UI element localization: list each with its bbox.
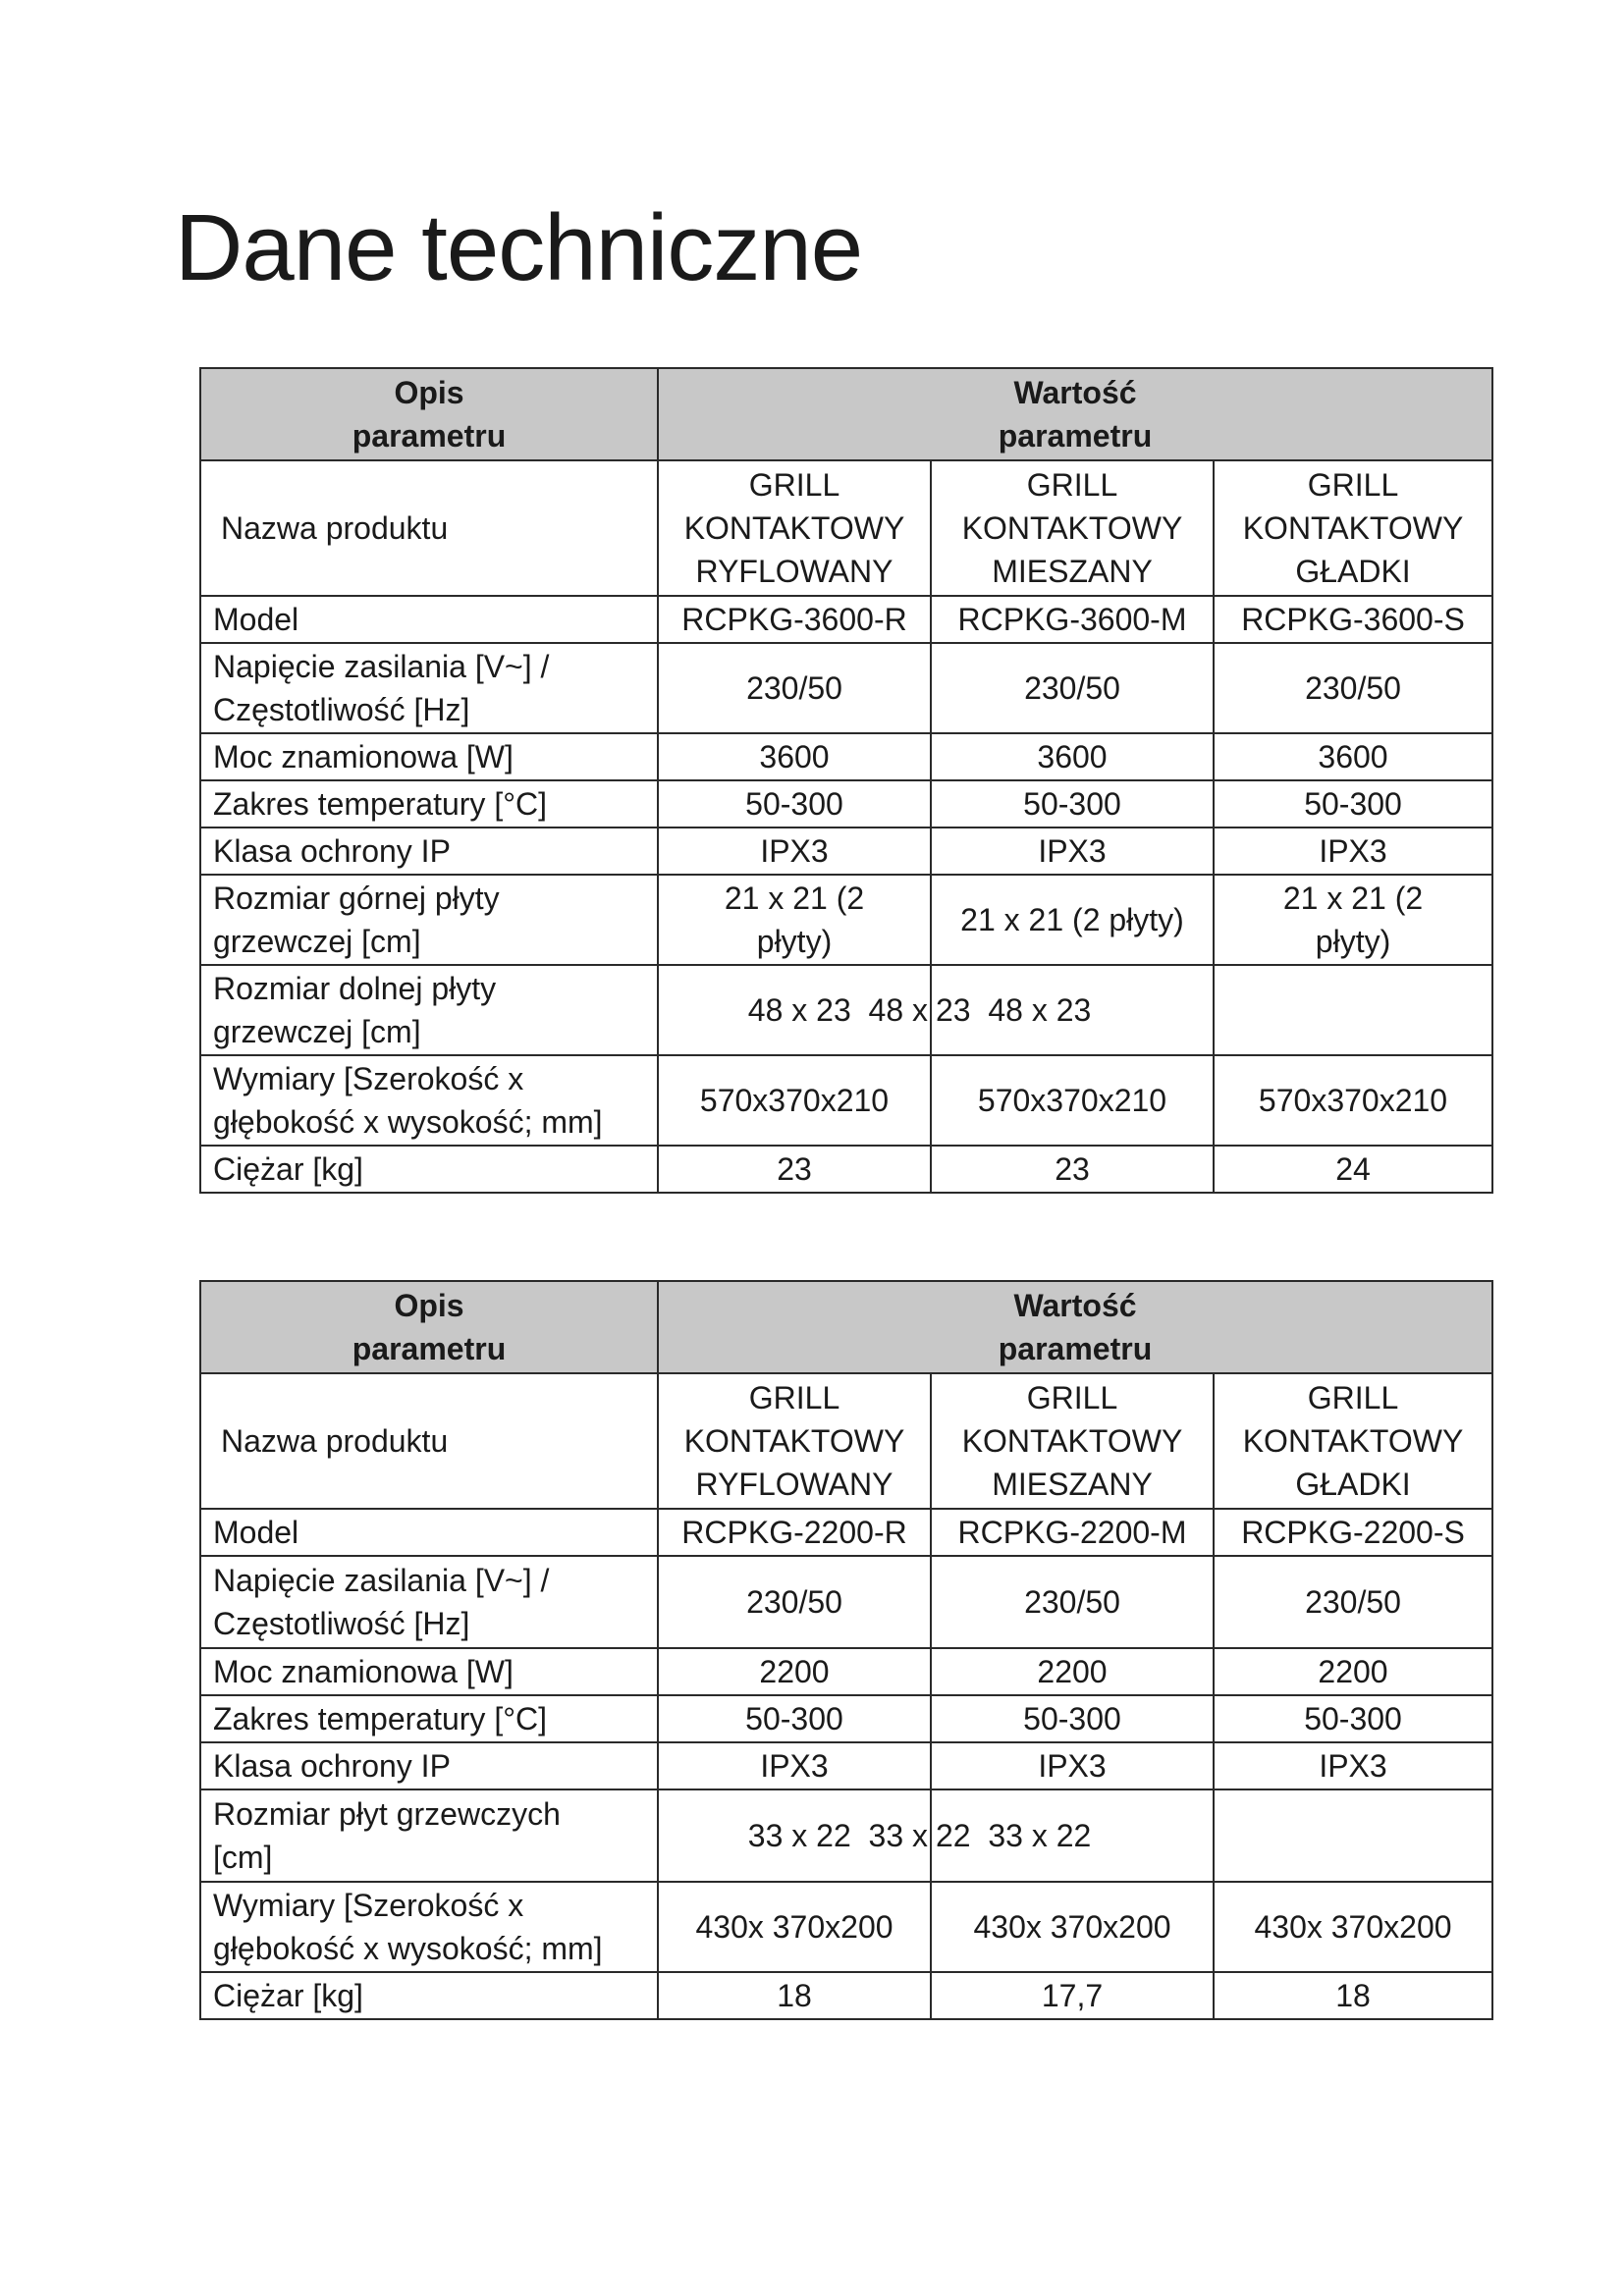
value-cell: 230/50 [931, 1556, 1214, 1648]
product-name-line: GRILL [1307, 1380, 1399, 1415]
value-cell: IPX3 [1214, 1742, 1492, 1789]
value-cell: 430x 370x200 [658, 1882, 931, 1972]
value-cell: 230/50 [658, 1556, 931, 1648]
product-name-line: GRILL [748, 467, 840, 503]
table-row-voltage [200, 1556, 1492, 1648]
value-line: 21 x 21 (2 [724, 881, 865, 916]
value-cell: 3600 [1214, 733, 1492, 780]
value-cell [931, 965, 1214, 1055]
param-label [200, 1055, 658, 1146]
value-line: 21 x 21 (2 [1282, 881, 1424, 916]
header-param-line1: Opis [394, 1288, 464, 1323]
value-cell: 230/50 [1214, 1556, 1492, 1648]
table-row-temperature [200, 1695, 1492, 1742]
product-name-line: GRILL [1307, 467, 1399, 503]
table-row-weight [200, 1972, 1492, 2019]
spec-table-2200 [199, 1280, 1493, 2020]
param-label [200, 1882, 658, 1972]
product-name-label: Nazwa produktu [200, 460, 658, 596]
table-header-row [200, 1281, 1492, 1373]
value-cell: 230/50 [1214, 643, 1492, 733]
value-cell: RCPKG-3600-S [1214, 596, 1492, 643]
table-header-row [200, 368, 1492, 460]
value-cell [931, 1789, 1214, 1882]
param-label-line: głębokość x wysokość; mm] [213, 1931, 603, 1966]
product-name-line: KONTAKTOWY [961, 1423, 1183, 1459]
value-cell [1214, 875, 1492, 965]
value-cell: 2200 [658, 1648, 931, 1695]
product-name-line: KONTAKTOWY [683, 1423, 905, 1459]
value-cell [658, 1789, 931, 1882]
param-label [200, 1789, 658, 1882]
value-cell: 230/50 [931, 643, 1214, 733]
value-cell: 430x 370x200 [931, 1882, 1214, 1972]
param-label-line: Wymiary [Szerokość x [213, 1061, 524, 1096]
table-row-temperature [200, 780, 1492, 828]
page-title: Dane techniczne [175, 195, 863, 300]
value-cell: 570x370x210 [658, 1055, 931, 1146]
value-cell: 24 [1214, 1146, 1492, 1193]
product-name-cell [658, 1373, 931, 1509]
table-row-product-name [200, 1373, 1492, 1509]
product-name-line: MIESZANY [992, 1467, 1153, 1502]
header-param [200, 1281, 658, 1373]
table-row-dimensions [200, 1055, 1492, 1146]
table-row-top-plate [200, 875, 1492, 965]
value-cell: 21 x 21 (2 płyty) [931, 875, 1214, 965]
product-name-line: GRILL [1026, 1380, 1118, 1415]
value-cell: 23 [931, 1146, 1214, 1193]
table-row-plates [200, 1789, 1492, 1882]
param-label: Zakres temperatury [°C] [200, 1695, 658, 1742]
param-label-line: Rozmiar górnej płyty [213, 881, 500, 916]
table-row-power [200, 733, 1492, 780]
product-name-cell [931, 460, 1214, 596]
param-label-line: głębokość x wysokość; mm] [213, 1104, 603, 1140]
product-name-line: KONTAKTOWY [1242, 1423, 1464, 1459]
param-label-line: grzewczej [cm] [213, 924, 421, 959]
param-label: Ciężar [kg] [200, 1972, 658, 2019]
value-cell: 18 [1214, 1972, 1492, 2019]
param-label-line: Częstotliwość [Hz] [213, 1606, 470, 1641]
table-row-power [200, 1648, 1492, 1695]
value-cell: 18 [658, 1972, 931, 2019]
value-cell: 17,7 [931, 1972, 1214, 2019]
value-line: płyty) [1315, 924, 1391, 959]
header-param [200, 368, 658, 460]
header-value-line2: parametru [998, 1331, 1153, 1366]
header-value [658, 368, 1492, 460]
value-cell: 50-300 [931, 780, 1214, 828]
header-value-line1: Wartość [1013, 1288, 1137, 1323]
param-label [200, 965, 658, 1055]
param-label-line: Częstotliwość [Hz] [213, 692, 470, 727]
product-name-label: Nazwa produktu [200, 1373, 658, 1509]
value-cell: 570x370x210 [1214, 1055, 1492, 1146]
param-label-line: Rozmiar płyt grzewczych [213, 1796, 561, 1832]
value-cell [1214, 965, 1492, 1055]
value-cell: 230/50 [658, 643, 931, 733]
value-cell: RCPKG-2200-M [931, 1509, 1214, 1556]
value-cell [658, 965, 931, 1055]
param-label-line: Napięcie zasilania [V~] / [213, 1563, 550, 1598]
value-cell: 3600 [658, 733, 931, 780]
product-name-line: RYFLOWANY [695, 554, 893, 589]
spec-table-3600 [199, 367, 1493, 1194]
header-value-line2: parametru [998, 418, 1153, 454]
product-name-line: GRILL [748, 1380, 840, 1415]
param-label-line: Napięcie zasilania [V~] / [213, 649, 550, 684]
value-cell: 50-300 [1214, 1695, 1492, 1742]
table-row-model [200, 596, 1492, 643]
table-row-bottom-plate [200, 965, 1492, 1055]
value-cell [658, 875, 931, 965]
header-value [658, 1281, 1492, 1373]
value-text: 48 x 23 48 x [747, 992, 928, 1028]
table-row-ip [200, 828, 1492, 875]
value-cell: RCPKG-2200-S [1214, 1509, 1492, 1556]
header-param-line2: parametru [352, 1331, 507, 1366]
param-label: Zakres temperatury [°C] [200, 780, 658, 828]
product-name-line: GŁADKI [1295, 554, 1411, 589]
param-label-line: grzewczej [cm] [213, 1014, 421, 1049]
product-name-line: KONTAKTOWY [683, 510, 905, 546]
value-cell: RCPKG-2200-R [658, 1509, 931, 1556]
param-label: Ciężar [kg] [200, 1146, 658, 1193]
value-cell [1214, 1789, 1492, 1882]
value-cell: 50-300 [658, 780, 931, 828]
value-line: płyty) [756, 924, 833, 959]
value-cell: RCPKG-3600-R [658, 596, 931, 643]
value-cell: 430x 370x200 [1214, 1882, 1492, 1972]
param-label [200, 1556, 658, 1648]
value-cell: IPX3 [658, 1742, 931, 1789]
table-row-ip [200, 1742, 1492, 1789]
value-cell: 50-300 [1214, 780, 1492, 828]
param-label-line: Wymiary [Szerokość x [213, 1888, 524, 1923]
product-name-line: RYFLOWANY [695, 1467, 893, 1502]
param-label-line: [cm] [213, 1840, 273, 1875]
value-cell: IPX3 [658, 828, 931, 875]
param-label: Moc znamionowa [W] [200, 733, 658, 780]
product-name-line: KONTAKTOWY [961, 510, 1183, 546]
product-name-cell [1214, 460, 1492, 596]
value-text: 33 x 22 33 x [747, 1818, 928, 1853]
value-cell: 50-300 [931, 1695, 1214, 1742]
param-label: Klasa ochrony IP [200, 828, 658, 875]
value-cell: RCPKG-3600-M [931, 596, 1214, 643]
value-cell: IPX3 [931, 1742, 1214, 1789]
header-value-line1: Wartość [1013, 375, 1137, 410]
product-name-line: MIESZANY [992, 554, 1153, 589]
table-row-voltage [200, 643, 1492, 733]
param-label: Moc znamionowa [W] [200, 1648, 658, 1695]
param-label: Model [200, 1509, 658, 1556]
value-cell: 2200 [931, 1648, 1214, 1695]
value-cell: IPX3 [931, 828, 1214, 875]
product-name-line: GRILL [1026, 467, 1118, 503]
param-label: Klasa ochrony IP [200, 1742, 658, 1789]
value-cell: 3600 [931, 733, 1214, 780]
product-name-line: KONTAKTOWY [1242, 510, 1464, 546]
value-cell: 50-300 [658, 1695, 931, 1742]
table-row-product-name [200, 460, 1492, 596]
header-param-line1: Opis [394, 375, 464, 410]
product-name-cell [658, 460, 931, 596]
param-label-line: Rozmiar dolnej płyty [213, 971, 497, 1006]
product-name-line: GŁADKI [1295, 1467, 1411, 1502]
value-cell: 2200 [1214, 1648, 1492, 1695]
table-row-weight [200, 1146, 1492, 1193]
param-label: Model [200, 596, 658, 643]
value-text: 22 33 x 22 [936, 1818, 1092, 1853]
value-cell: 23 [658, 1146, 931, 1193]
product-name-cell [931, 1373, 1214, 1509]
value-text: 23 48 x 23 [936, 992, 1092, 1028]
table-row-dimensions [200, 1882, 1492, 1972]
value-cell: 570x370x210 [931, 1055, 1214, 1146]
table-row-model [200, 1509, 1492, 1556]
header-param-line2: parametru [352, 418, 507, 454]
product-name-cell [1214, 1373, 1492, 1509]
value-cell: IPX3 [1214, 828, 1492, 875]
param-label [200, 875, 658, 965]
param-label [200, 643, 658, 733]
